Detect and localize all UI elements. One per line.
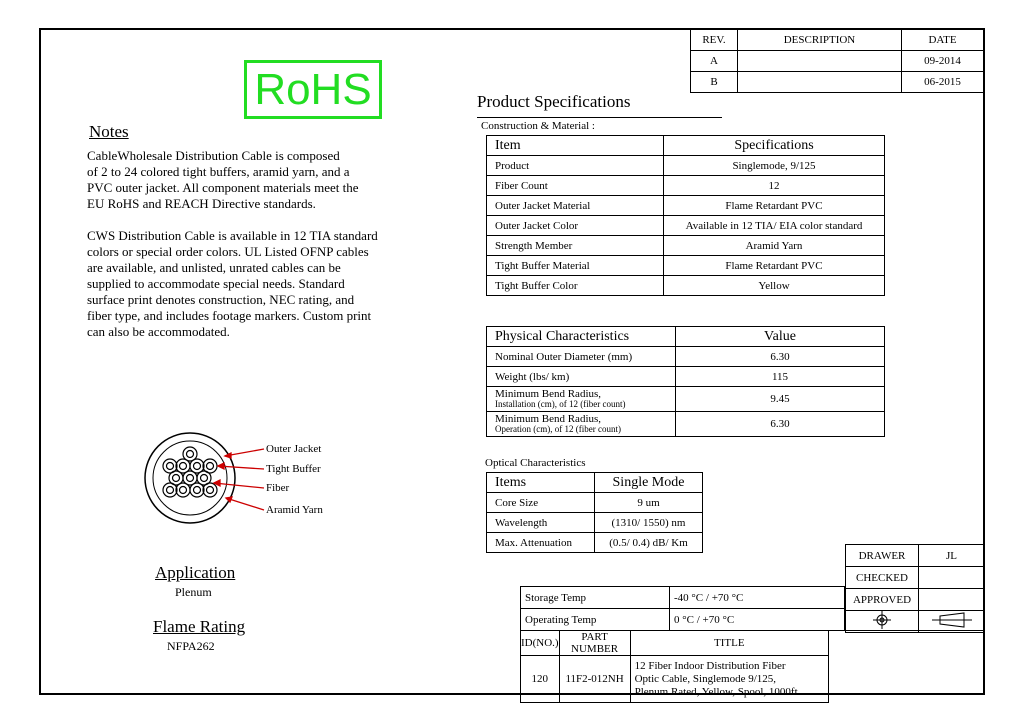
notes-text bbox=[87, 148, 427, 340]
opt-value: (0.5/ 0.4) dB/ Km bbox=[595, 533, 703, 553]
spec-item: Tight Buffer Material bbox=[487, 256, 664, 276]
opt-item: Wavelength bbox=[487, 513, 595, 533]
optical-label: Optical Characteristics bbox=[485, 457, 586, 469]
desc-cell bbox=[738, 72, 902, 93]
checked-label: CHECKED bbox=[846, 567, 919, 589]
item-header: Item bbox=[487, 136, 664, 156]
spec-item: Fiber Count bbox=[487, 176, 664, 196]
spec-value: Singlemode, 9/125 bbox=[664, 156, 885, 176]
temp-label: Storage Temp bbox=[521, 587, 670, 609]
outer-jacket-label: Outer Jacket bbox=[266, 443, 322, 455]
phys-item-line: Minimum Bend Radius, bbox=[495, 413, 602, 425]
id-header: ID(NO.) bbox=[521, 631, 560, 656]
crosshair-icon bbox=[872, 611, 892, 629]
application-heading: Application bbox=[155, 563, 236, 582]
drawer-label: DRAWER bbox=[846, 545, 919, 567]
opt-value: 9 um bbox=[595, 493, 703, 513]
note-line: CableWholesale Distribution Cable is composed bbox=[87, 148, 340, 163]
date-header: DATE bbox=[902, 30, 984, 51]
table-row bbox=[487, 513, 703, 533]
title-header: TITLE bbox=[630, 631, 828, 656]
approval-table bbox=[845, 544, 985, 633]
phys-item: Weight (lbs/ km) bbox=[487, 367, 676, 387]
note-line: EU RoHS and REACH Directive standards. bbox=[87, 196, 316, 211]
table-row bbox=[487, 276, 885, 296]
items-header: Items bbox=[487, 473, 595, 493]
table-row bbox=[487, 533, 703, 553]
table-row bbox=[487, 256, 885, 276]
title-value bbox=[630, 656, 828, 703]
rohs-logo: RoHS bbox=[244, 60, 382, 119]
approved-label: APPROVED bbox=[846, 589, 919, 611]
phys-value: 6.30 bbox=[676, 412, 885, 437]
note-line: surface print denotes construction, NEC rating, and bbox=[87, 292, 355, 307]
opt-value: (1310/ 1550) nm bbox=[595, 513, 703, 533]
spec-item: Outer Jacket Material bbox=[487, 196, 664, 216]
drawer-value: JL bbox=[919, 545, 985, 567]
construction-label: Construction & Material : bbox=[481, 120, 595, 132]
desc-cell bbox=[738, 51, 902, 72]
construction-table bbox=[486, 135, 885, 296]
part-number-value: 11F2-012NH bbox=[559, 656, 630, 703]
table-row bbox=[487, 367, 885, 387]
phys-value: 6.30 bbox=[676, 347, 885, 367]
spec-value: Flame Retardant PVC bbox=[664, 196, 885, 216]
value-header: Value bbox=[676, 327, 885, 347]
phys-item-line: Operation (cm), of 12 (fiber count) bbox=[495, 424, 621, 434]
table-row bbox=[487, 236, 885, 256]
revision-row bbox=[691, 51, 984, 72]
spec-item: Tight Buffer Color bbox=[487, 276, 664, 296]
single-mode-header: Single Mode bbox=[595, 473, 703, 493]
phys-item-line: Installation (cm), of 12 (fiber count) bbox=[495, 399, 626, 409]
phys-value: 115 bbox=[676, 367, 885, 387]
notes-heading: Notes bbox=[89, 122, 129, 141]
phys-item: Nominal Outer Diameter (mm) bbox=[487, 347, 676, 367]
spec-value: Available in 12 TIA/ EIA color standard bbox=[664, 216, 885, 236]
note-line: supplied to accommodate special needs. Standard bbox=[87, 276, 345, 291]
note-line: fiber type, and includes footage markers. Custom print bbox=[87, 308, 372, 323]
spec-value: Yellow bbox=[664, 276, 885, 296]
aramid-yarn-label: Aramid Yarn bbox=[266, 504, 323, 516]
table-row bbox=[487, 347, 885, 367]
approved-value bbox=[919, 589, 985, 611]
temp-value: -40 °C / +70 °C bbox=[670, 587, 845, 609]
note-line: colors or special order colors. UL Listed OFNP cables bbox=[87, 244, 369, 259]
spec-value: 12 bbox=[664, 176, 885, 196]
opt-item: Max. Attenuation bbox=[487, 533, 595, 553]
revision-table bbox=[690, 29, 984, 93]
rev-header: REV. bbox=[691, 30, 738, 51]
rev-cell: A bbox=[691, 51, 738, 72]
spec-value: Aramid Yarn bbox=[664, 236, 885, 256]
title-line: Plenum Rated, Yellow, Spool, 1000ft bbox=[634, 685, 798, 698]
spec-value: Flame Retardant PVC bbox=[664, 256, 885, 276]
note-line: are available, and unlisted, unrated cables can be bbox=[87, 260, 341, 275]
id-value: 120 bbox=[521, 656, 560, 703]
table-row bbox=[487, 387, 885, 412]
opt-item: Core Size bbox=[487, 493, 595, 513]
phys-item bbox=[487, 412, 676, 437]
title-line: 12 Fiber Indoor Distribution Fiber bbox=[634, 659, 786, 672]
specifications-header: Specifications bbox=[664, 136, 885, 156]
checked-value bbox=[919, 567, 985, 589]
table-row bbox=[487, 493, 703, 513]
table-row bbox=[487, 196, 885, 216]
title-line: Optic Cable, Singlemode 9/125, bbox=[634, 672, 777, 685]
note-line: can also be accommodated. bbox=[87, 324, 230, 339]
spec-item: Outer Jacket Color bbox=[487, 216, 664, 236]
note-line: of 2 to 24 colored tight buffers, aramid yarn, and a bbox=[87, 164, 350, 179]
spec-item: Strength Member bbox=[487, 236, 664, 256]
date-cell: 09-2014 bbox=[902, 51, 984, 72]
table-row bbox=[487, 176, 885, 196]
table-row bbox=[487, 156, 885, 176]
date-cell: 06-2015 bbox=[902, 72, 984, 93]
tight-buffer-label: Tight Buffer bbox=[266, 463, 321, 475]
table-row bbox=[487, 216, 885, 236]
physical-header: Physical Characteristics bbox=[487, 327, 676, 347]
rev-cell: B bbox=[691, 72, 738, 93]
flame-rating-heading: Flame Rating bbox=[153, 617, 246, 636]
optical-table bbox=[486, 472, 703, 553]
spec-item: Product bbox=[487, 156, 664, 176]
table-row bbox=[487, 412, 885, 437]
note-line: PVC outer jacket. All component materials meet the bbox=[87, 180, 359, 195]
product-specifications-title: Product Specifications bbox=[477, 92, 631, 111]
tight-buffers bbox=[163, 447, 217, 497]
physical-table bbox=[486, 326, 885, 437]
phys-item-line: Minimum Bend Radius, bbox=[495, 388, 602, 400]
table-row bbox=[521, 587, 845, 609]
aramid-yarn-circle bbox=[153, 441, 227, 515]
application-value: Plenum bbox=[175, 585, 212, 599]
title-block-spacer bbox=[829, 630, 984, 695]
fiber-label: Fiber bbox=[266, 482, 290, 494]
temp-label: Operating Temp bbox=[521, 609, 670, 631]
title-underline bbox=[477, 117, 722, 118]
note-line: CWS Distribution Cable is available in 12 TIA standard bbox=[87, 228, 378, 243]
flame-rating-value: NFPA262 bbox=[167, 639, 215, 653]
part-number-header: PART NUMBER bbox=[559, 631, 630, 656]
temp-value: 0 °C / +70 °C bbox=[670, 609, 845, 631]
temperature-table bbox=[520, 586, 845, 631]
cone-icon bbox=[932, 611, 972, 629]
description-header: DESCRIPTION bbox=[738, 30, 902, 51]
phys-value: 9.45 bbox=[676, 387, 885, 412]
title-block-table bbox=[520, 630, 829, 703]
revision-row bbox=[691, 72, 984, 93]
phys-item bbox=[487, 387, 676, 412]
table-row bbox=[521, 609, 845, 631]
